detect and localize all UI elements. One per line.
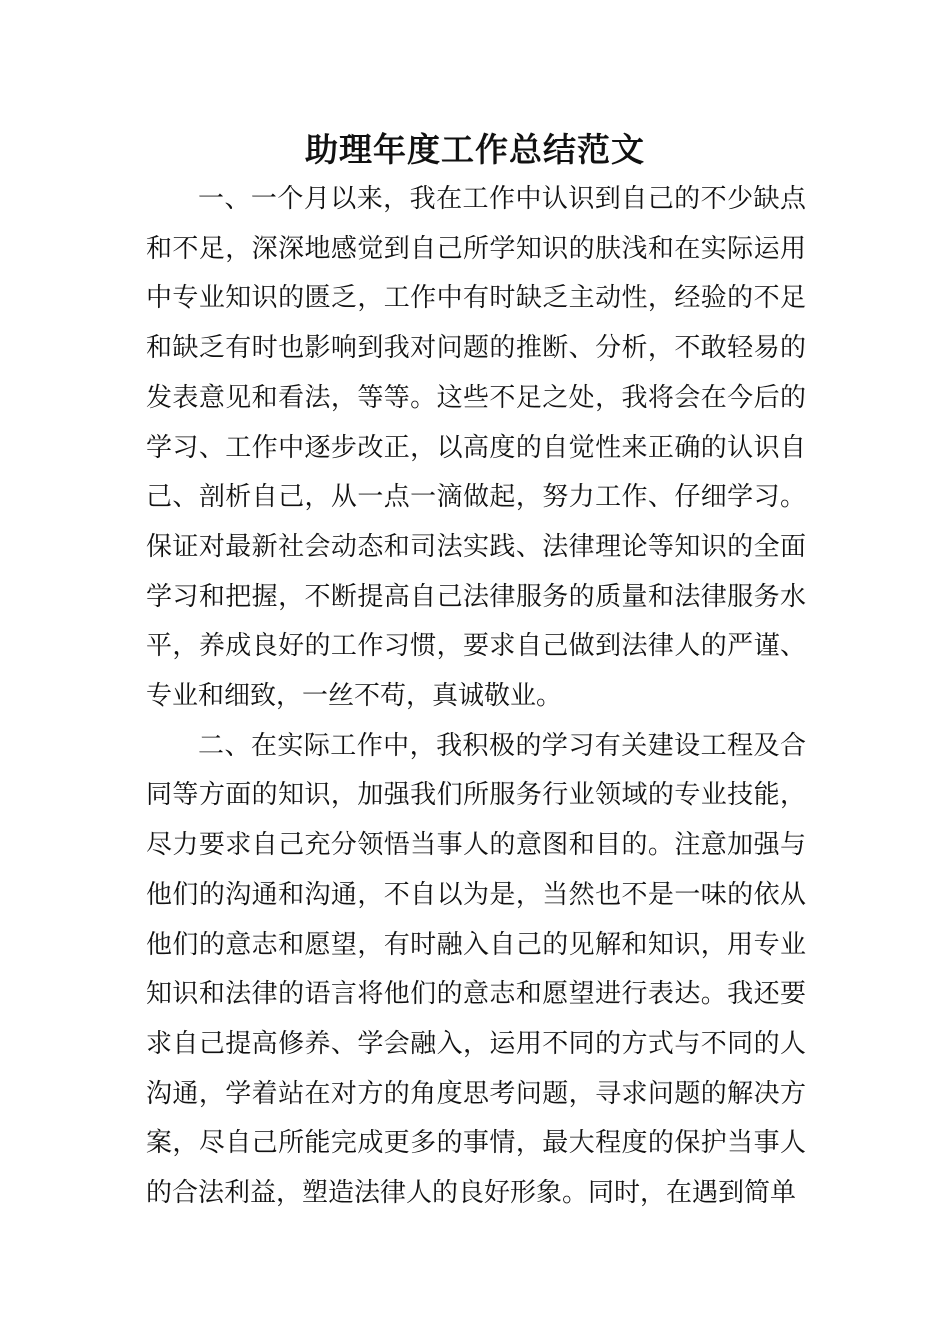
paragraph-1: 一、一个月以来，我在工作中认识到自己的不少缺点和不足，深深地感觉到自己所学知识的肤浅和在实际运用中专业知识的匮乏，工作中有时缺乏主动性，经验的不足和缺乏有时也影响到我对问题的推断、分析，不敢轻易的发表意见和看法，等等。这些不足之处，我将会在今后的学习、工作中逐步改正，以高度的自觉性来正确的认识自己、剖析自己，从一点一滴做起，努力工作、仔细学习。保证对最新社会动态和司法实践、法律理论等知识的全面学习和把握，不断提高自己法律服务的质量和法律服务水平，养成良好的工作习惯，要求自己做到法律人的严谨、专业和细致，一丝不苟，真诚敬业。 — [146, 184, 806, 712]
paragraph-2: 二、在实际工作中，我积极的学习有关建设工程及合同等方面的知识，加强我们所服务行业领域的专业技能，尽力要求自己充分领悟当事人的意图和目的。注意加强与他们的沟通和沟通，不自以为是，当然也不是一味的依从他们的意志和愿望，有时融入自己的见解和知识，用专业知识和法律的语言将他们的意志和愿望进行表达。我还要求自己提高修养、学会融入，运用不同的方式与不同的人沟通，学着站在对方的角度思考问题，寻求问题的解决方案，尽自己所能完成更多的事情，最大程度的保护当事人的合法利益，塑造法律人的良好形象。同时，在遇到简单 — [146, 730, 806, 1209]
document-body — [146, 175, 806, 1219]
document-title: 助理年度工作总结范文 — [305, 130, 645, 169]
